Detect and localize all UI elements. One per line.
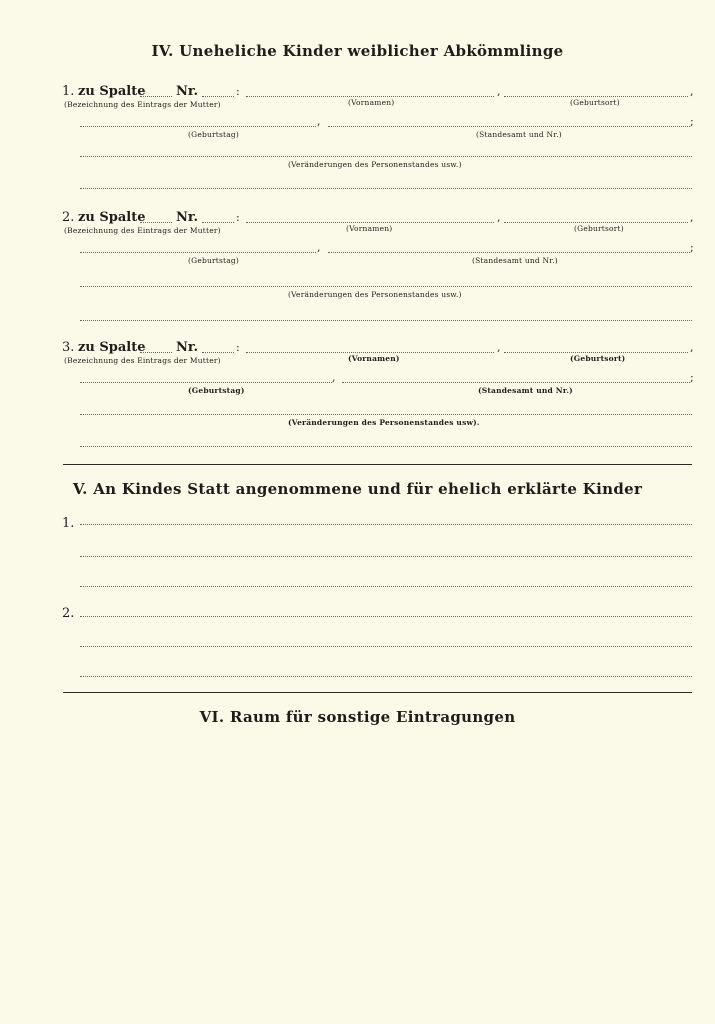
geburtstag-caption: (Geburtstag) (188, 130, 240, 139)
vornamen-field[interactable] (246, 352, 494, 353)
nr-label: Nr. (176, 340, 199, 355)
entry-number: 3. (62, 340, 75, 355)
section-iv-entry-1: 1. zu Spalte Nr. : , , (Bezeichnung des Eintrags der Mutter) (Vornamen) (Geburtsort) , ; (Geburtstag) (Standesamt und Nr.) (Veränderungen des Personenstandes usw.) (62, 84, 694, 194)
geburtstag-field[interactable] (80, 252, 316, 253)
geburtstag-field[interactable] (80, 382, 332, 383)
nr-field[interactable] (202, 96, 234, 97)
section-v-title: V. An Kindes Statt angenommene und für ehelich erklärte Kinder (72, 480, 643, 498)
standesamt-field[interactable] (328, 252, 690, 253)
entry-number: 1. (62, 84, 75, 99)
spalte-field[interactable] (140, 96, 172, 97)
vornamen-caption: (Vornamen) (348, 354, 400, 363)
geburtsort-caption: (Geburtsort) (574, 224, 624, 233)
section-v-line-1a[interactable] (80, 524, 692, 525)
standesamt-caption: (Standesamt und Nr.) (472, 256, 558, 265)
vornamen-field[interactable] (246, 96, 494, 97)
zu-spalte-label: zu Spalte (78, 210, 146, 225)
nr-label: Nr. (176, 210, 199, 225)
standesamt-field[interactable] (328, 126, 690, 127)
section-v-line-1c[interactable] (80, 586, 692, 587)
vornamen-caption: (Vornamen) (346, 224, 393, 233)
geburtsort-caption: (Geburtsort) (570, 354, 626, 363)
section-vi-title: VI. Raum für sonstige Eintragungen (199, 708, 516, 726)
section-v-line-2a[interactable] (80, 616, 692, 617)
colon: : (236, 85, 240, 98)
standesamt-field[interactable] (342, 382, 690, 383)
nr-field[interactable] (202, 222, 234, 223)
standesamt-caption: (Standesamt und Nr.) (478, 386, 573, 395)
section-divider (63, 692, 692, 693)
bezeichnung-caption: (Bezeichnung des Eintrags der Mutter) (64, 100, 221, 109)
vornamen-caption: (Vornamen) (348, 98, 395, 107)
spalte-field[interactable] (140, 352, 172, 353)
zu-spalte-label: zu Spalte (78, 84, 146, 99)
veraenderungen-caption: (Veränderungen des Personenstandes usw.) (288, 160, 462, 169)
vornamen-field[interactable] (246, 222, 494, 223)
section-v-item-1-number: 1. (62, 516, 75, 531)
spalte-field[interactable] (140, 222, 172, 223)
bezeichnung-caption: (Bezeichnung des Eintrags der Mutter) (64, 226, 221, 235)
sonstige-eintragungen-area[interactable] (60, 740, 696, 1000)
section-iv-entry-3: 3. zu Spalte Nr. : , , (Bezeichnung des Eintrags der Mutter) (Vornamen) (Geburtsort) , ; (Geburtstag) (Standesamt und Nr.) (Veränderungen des Personenstandes usw). (62, 340, 694, 450)
extra-line[interactable] (80, 188, 692, 189)
nr-label: Nr. (176, 84, 199, 99)
veraenderungen-field[interactable] (80, 414, 692, 415)
veraenderungen-field[interactable] (80, 156, 692, 157)
zu-spalte-label: zu Spalte (78, 340, 146, 355)
section-iv-title: IV. Uneheliche Kinder weiblicher Abkömmlinge (151, 42, 564, 60)
geburtsort-field[interactable] (504, 352, 688, 353)
section-v-item-2-number: 2. (62, 606, 75, 621)
geburtsort-caption: (Geburtsort) (570, 98, 620, 107)
entry-number: 2. (62, 210, 75, 225)
geburtstag-caption: (Geburtstag) (188, 386, 245, 395)
standesamt-caption: (Standesamt und Nr.) (476, 130, 562, 139)
bezeichnung-caption: (Bezeichnung des Eintrags der Mutter) (64, 356, 221, 365)
colon: : (236, 211, 240, 224)
section-v-line-2c[interactable] (80, 676, 692, 677)
geburtstag-field[interactable] (80, 126, 316, 127)
extra-line[interactable] (80, 446, 692, 447)
veraenderungen-field[interactable] (80, 286, 692, 287)
section-v-line-1b[interactable] (80, 556, 692, 557)
section-v-line-2b[interactable] (80, 646, 692, 647)
geburtstag-caption: (Geburtstag) (188, 256, 240, 265)
extra-line[interactable] (80, 320, 692, 321)
section-divider (63, 464, 692, 465)
colon: : (236, 341, 240, 354)
section-iv-entry-2: 2. zu Spalte Nr. : , , (Bezeichnung des Eintrags der Mutter) (Vornamen) (Geburtsort) , ; (Geburtstag) (Standesamt und Nr.) (Veränderungen des Personenstandes usw.) (62, 210, 694, 322)
geburtsort-field[interactable] (504, 222, 688, 223)
veraenderungen-caption: (Veränderungen des Personenstandes usw.) (288, 290, 462, 299)
geburtsort-field[interactable] (504, 96, 688, 97)
nr-field[interactable] (202, 352, 234, 353)
veraenderungen-caption: (Veränderungen des Personenstandes usw). (288, 418, 480, 427)
